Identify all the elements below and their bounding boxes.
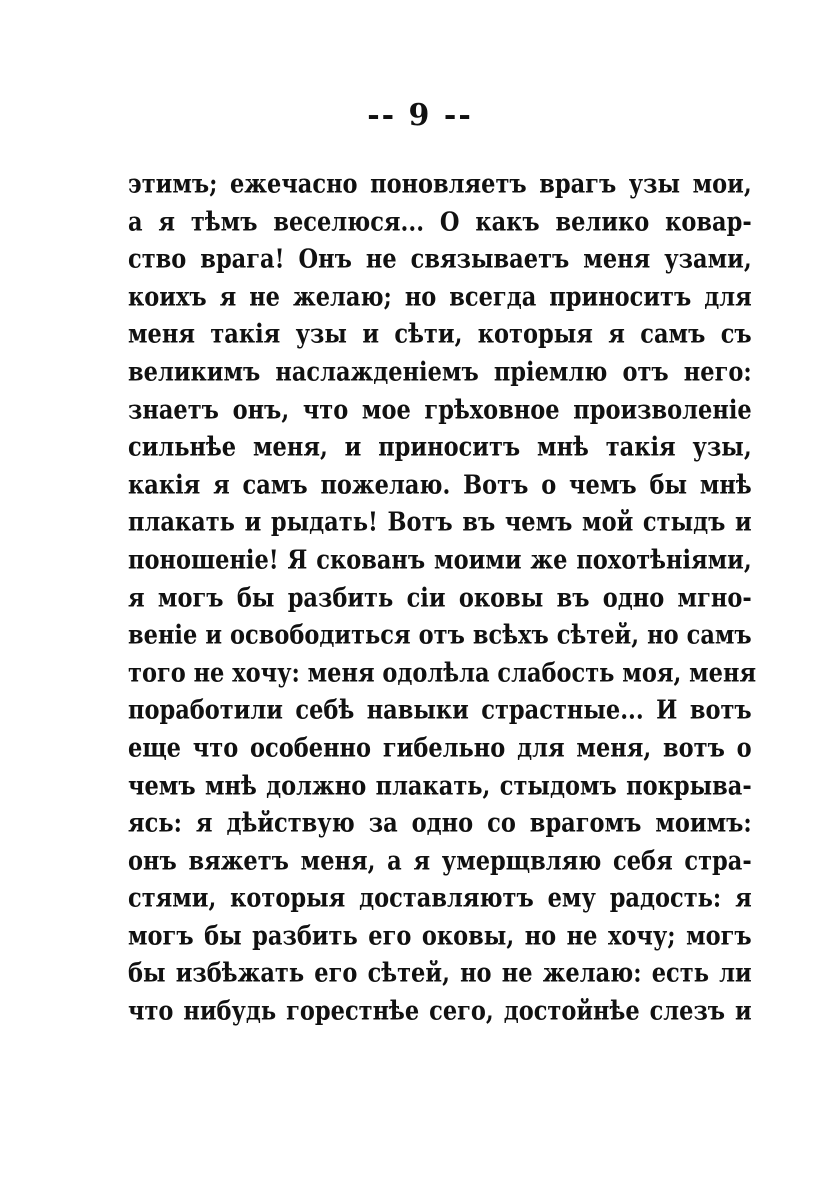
text-line: великимъ наслажденіемъ пріемлю отъ него:	[128, 356, 752, 387]
text-line: чемъ мнѣ должно плакать, стыдомъ покрыва-	[128, 769, 752, 801]
text-line: какія я самъ пожелаю. Вотъ о чемъ бы мнѣ	[128, 468, 752, 500]
body-text	[128, 165, 757, 1030]
text-line: могъ бы разбить его оковы, но не хочу; могъ	[128, 919, 752, 951]
text-line: а я тѣмъ веселюся... О какъ велико ковар-	[128, 205, 752, 237]
text-line: что нибудь горестнѣе сего, достойнѣе слезъ и	[128, 995, 752, 1026]
text-line: стями, которыя доставляютъ ему радость: я	[128, 882, 752, 914]
page-number: -- 9 --	[367, 98, 473, 133]
text-line: поработили себѣ навыки страстные... И вотъ	[128, 694, 752, 726]
text-line: я могъ бы разбить сіи оковы въ одно мгно-	[128, 581, 752, 613]
text-line: ство врага! Онъ не связываетъ меня узами,	[128, 243, 752, 275]
text-line: знаетъ онъ, что мое грѣховное произволеніе	[128, 393, 752, 425]
text-line: этимъ; ежечасно поновляетъ врагъ узы мои,	[128, 168, 752, 199]
text-line: меня такія узы и сѣти, которыя я самъ съ	[128, 318, 752, 350]
text-line: онъ вяжетъ меня, а я умерщвляю себя стра-	[128, 844, 752, 876]
text-line: коихъ я не желаю; но всегда приноситъ для	[128, 280, 752, 312]
text-line: ясь: я дѣйствую за одно со врагомъ моимъ:	[128, 807, 752, 838]
text-line: еще что особенно гибельно для меня, вотъ о	[128, 732, 752, 763]
text-line: веніе и освободиться отъ всѣхъ сѣтей, но самъ	[128, 619, 752, 650]
text-line: бы избѣжать его сѣтей, но не желаю: есть ли	[128, 957, 752, 989]
text-line: поношеніе! Я скованъ моими же похотѣніями,	[128, 544, 752, 575]
text-line: сильнѣе меня, и приноситъ мнѣ такія узы,	[128, 431, 752, 463]
text-line: того не хочу: меня одолѣла слабость моя, меня	[128, 656, 757, 688]
text-line: плакать и рыдать! Вотъ въ чемъ мой стыдъ и	[128, 506, 752, 538]
